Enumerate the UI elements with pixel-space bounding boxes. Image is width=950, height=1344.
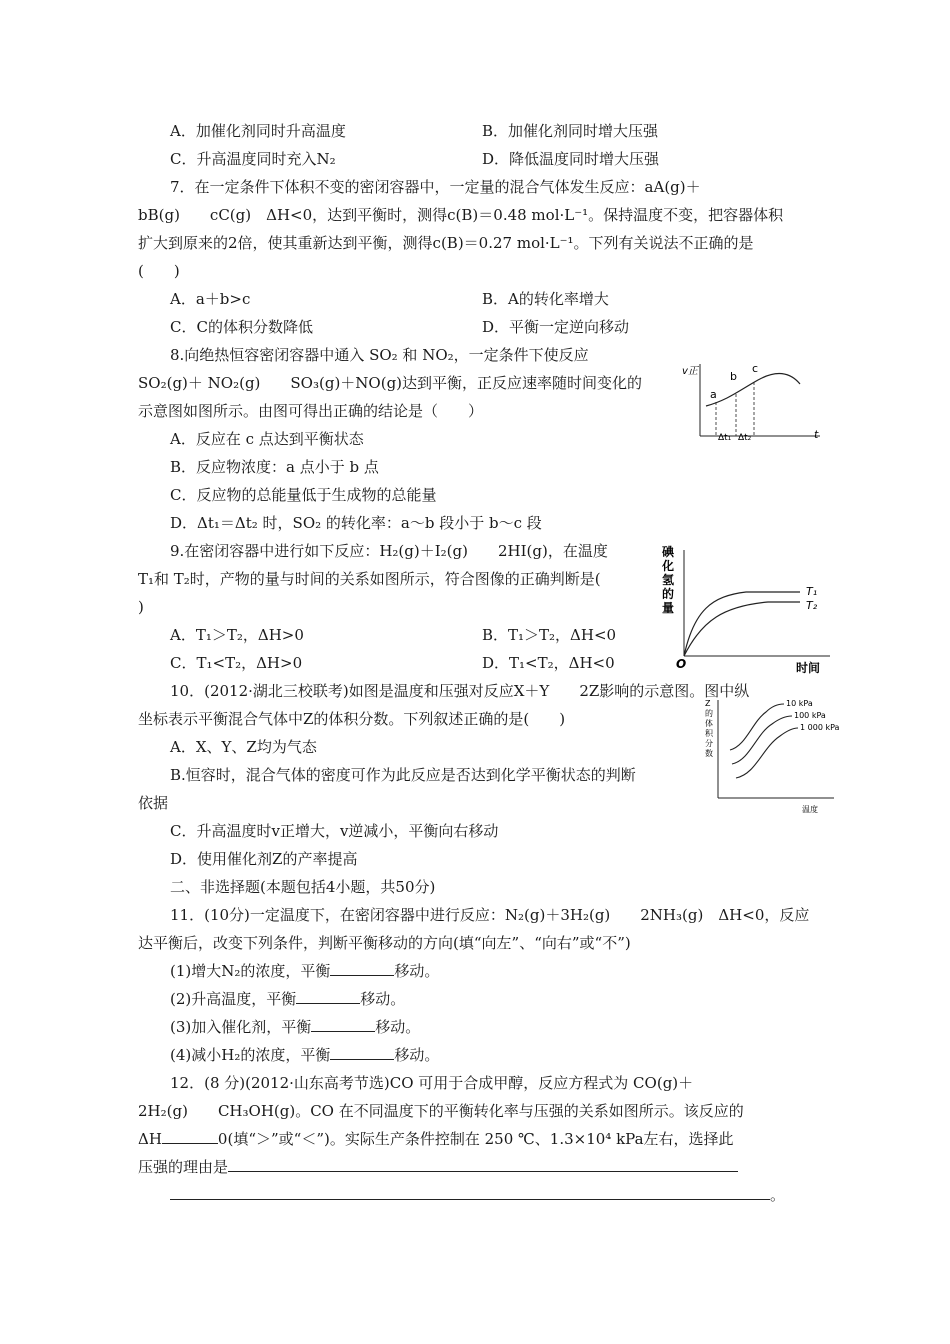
q11-sub-3-blank[interactable]: [311, 1031, 375, 1032]
q11-sub-4-text: (4)减小H₂的浓度，平衡: [170, 1046, 331, 1064]
q8-option-d: D．Δt₁＝Δt₂ 时，SO₂ 的转化率：a～b 段小于 b～c 段: [170, 514, 542, 532]
q11-sub-3-end: 移动。: [375, 1018, 421, 1036]
q10-line-1: 10．(2012·湖北三校联考)如图是温度和压强对反应X＋Y 2Z影响的示意图。图中纵: [170, 682, 750, 700]
q7-option-c: C．C的体积分数降低: [170, 318, 313, 336]
q9-fig-ylabel-4: 的: [662, 587, 675, 601]
section-2-heading: 二、非选择题(本题包括4小题，共50分): [170, 878, 436, 896]
q8-fig-dt2: Δt₂: [738, 433, 752, 443]
q9-fig-ylabel-1: 碘: [662, 545, 675, 559]
q7-option-b: B．A的转化率增大: [482, 290, 609, 308]
q12-line-2: 2H₂(g) CH₃OH(g)。CO 在不同温度下的平衡转化率与压强的关系如图所示。该反应的: [138, 1102, 744, 1120]
q10-fig-ylabel: [705, 699, 716, 758]
q10-fig-ylabel-6: 数: [705, 749, 713, 758]
q10-option-b-line-2: 依据: [138, 794, 169, 812]
q12-reason-blank-2[interactable]: [170, 1199, 770, 1200]
q10-option-c: C．升高温度时v正增大，v逆减小，平衡向右移动: [170, 822, 499, 840]
q8-line-2: SO₂(g)＋ NO₂(g) SO₃(g)＋NO(g)达到平衡，正反应速率随时间变化的: [138, 374, 643, 392]
q11-sub-4: [170, 1045, 439, 1065]
q9-option-c: C．T₁<T₂，ΔH>0: [170, 654, 303, 672]
q12-line-4: [138, 1157, 738, 1177]
q6-option-c: C．升高温度同时充入N₂: [170, 150, 336, 168]
q7-line-3: 扩大到原来的2倍，使其重新达到平衡，测得c(B)＝0.27 mol·L⁻¹。下列有关说法不正确的是: [138, 234, 754, 252]
q6-option-b: B．加催化剂同时增大压强: [482, 122, 659, 140]
q12-line-5: [170, 1185, 785, 1205]
q9-fig-origin: O: [676, 657, 687, 671]
q10-option-d: D．使用催化剂Z的产率提高: [170, 850, 358, 868]
q11-sub-1-blank[interactable]: [330, 975, 394, 976]
q12-reason-blank-1[interactable]: [228, 1171, 738, 1172]
q8-line-3: 示意图如图所示。由图可得出正确的结论是（ ）: [138, 402, 484, 420]
q10-fig-ylabel-3: 体: [705, 719, 713, 728]
q9-fig-t1: T₁: [806, 585, 818, 598]
q8-rate-figure: [678, 358, 828, 446]
q11-sub-3: [170, 1017, 420, 1037]
q10-line-2: 坐标表示平衡混合气体中Z的体积分数。下列叙述正确的是( ): [138, 710, 566, 728]
q11-sub-2-end: 移动。: [360, 990, 406, 1008]
q10-fig-p2: 100 kPa: [794, 711, 826, 720]
q11-sub-1-end: 移动。: [394, 962, 440, 980]
q12-delta-h: ΔH: [138, 1130, 162, 1148]
q11-sub-4-end: 移动。: [394, 1046, 440, 1064]
q9-fig-ylabel-5: 量: [662, 601, 675, 615]
q12-reason-label: 压强的理由是: [138, 1158, 229, 1176]
q6-option-d: D．降低温度同时增大压强: [482, 150, 660, 168]
q7-line-2: bB(g) cC(g) ΔH<0，达到平衡时，测得c(B)＝0.48 mol·L⁻¹。保持温度不变，把容器体积: [138, 206, 784, 224]
q9-fig-ylabel-2: 化: [662, 559, 675, 573]
q7-option-d: D．平衡一定逆向移动: [482, 318, 630, 336]
q11-sub-3-text: (3)加入催化剂，平衡: [170, 1018, 312, 1036]
q9-fig-ylabel-3: 氢: [662, 573, 675, 587]
q9-option-b: B．T₁＞T₂，ΔH<0: [482, 626, 617, 644]
q10-fig-xlabel: 温度: [802, 805, 818, 814]
q10-fig-ylabel-4: 积: [705, 729, 713, 738]
q11-sub-2-blank[interactable]: [296, 1003, 360, 1004]
q6-option-a: A．加催化剂同时升高温度: [170, 122, 346, 140]
q7-option-a: A．a＋b>c: [170, 290, 251, 308]
q7-line-4: ( ): [138, 262, 180, 280]
q8-fig-t-label: t: [814, 428, 819, 441]
q8-fig-point-a: a: [710, 388, 717, 401]
q12-line-3: [138, 1129, 734, 1149]
q9-line-1: 9.在密闭容器中进行如下反应：H₂(g)＋I₂(g) 2HI(g)，在温度: [170, 542, 608, 560]
q9-fig-ylabel: [661, 544, 678, 615]
q10-option-b-line-1: B.恒容时，混合气体的密度可作为此反应是否达到化学平衡状态的判断: [170, 766, 636, 784]
q8-fig-point-b: b: [730, 370, 737, 383]
q10-fig-p1: 10 kPa: [786, 699, 813, 708]
q11-line-2: 达平衡后，改变下列条件，判断平衡移动的方向(填“向左”、“向右”或“不”): [138, 934, 631, 952]
q11-line-1: 11．(10分)一定温度下，在密闭容器中进行反应：N₂(g)＋3H₂(g) 2NH₃(g) ΔH<0，反应: [170, 906, 810, 924]
q11-sub-1-text: (1)增大N₂的浓度，平衡: [170, 962, 331, 980]
q8-fig-point-c: c: [752, 362, 759, 375]
q9-option-a: A．T₁＞T₂，ΔH>0: [170, 626, 304, 644]
q8-option-b: B．反应物浓度：a 点小于 b 点: [170, 458, 379, 476]
q8-fig-v-label: v正: [682, 366, 698, 377]
q11-sub-2: [170, 989, 405, 1009]
q10-volume-fraction-figure: [702, 694, 844, 818]
q7-line-1: 7．在一定条件下体积不变的密闭容器中，一定量的混合气体发生反应：aA(g)＋: [170, 178, 701, 196]
q9-option-d: D．T₁<T₂，ΔH<0: [482, 654, 615, 672]
q12-line-1: 12．(8 分)(2012·山东高考节选)CO 可用于合成甲醇，反应方程式为 CO(g)＋: [170, 1074, 694, 1092]
q8-option-c: C．反应物的总能量低于生成物的总能量: [170, 486, 437, 504]
q9-fig-t2: T₂: [806, 599, 818, 612]
q10-fig-ylabel-5: 分: [705, 739, 713, 748]
q12-delta-h-blank[interactable]: [162, 1143, 218, 1144]
q9-line-3: ): [138, 598, 144, 616]
q9-line-2: T₁和 T₂时，产物的量与时间的关系如图所示，符合图像的正确判断是(: [138, 570, 601, 588]
q10-fig-p3: 1 000 kPa: [800, 723, 840, 732]
q12-line-3-text: 0(填“＞”或“＜”)。实际生产条件控制在 250 ℃、1.3×10⁴ kPa左右，选择此: [217, 1130, 734, 1148]
q10-option-a: A．X、Y、Z均为气态: [170, 738, 317, 756]
q8-option-a: A．反应在 c 点达到平衡状态: [170, 430, 364, 448]
q11-sub-1: [170, 961, 439, 981]
q12-line-5-end: 。: [770, 1186, 786, 1204]
q11-sub-2-text: (2)升高温度，平衡: [170, 990, 297, 1008]
q11-sub-4-blank[interactable]: [330, 1059, 394, 1060]
q10-fig-ylabel-2: 的: [705, 709, 713, 718]
q8-fig-dt1: Δt₁: [718, 433, 732, 443]
q8-line-1: 8.向绝热恒容密闭容器中通入 SO₂ 和 NO₂，一定条件下使反应: [170, 346, 589, 364]
q10-fig-ylabel-1: Z: [705, 699, 711, 708]
q9-fig-xlabel: 时间: [796, 661, 821, 675]
q9-amount-figure: [660, 540, 840, 680]
